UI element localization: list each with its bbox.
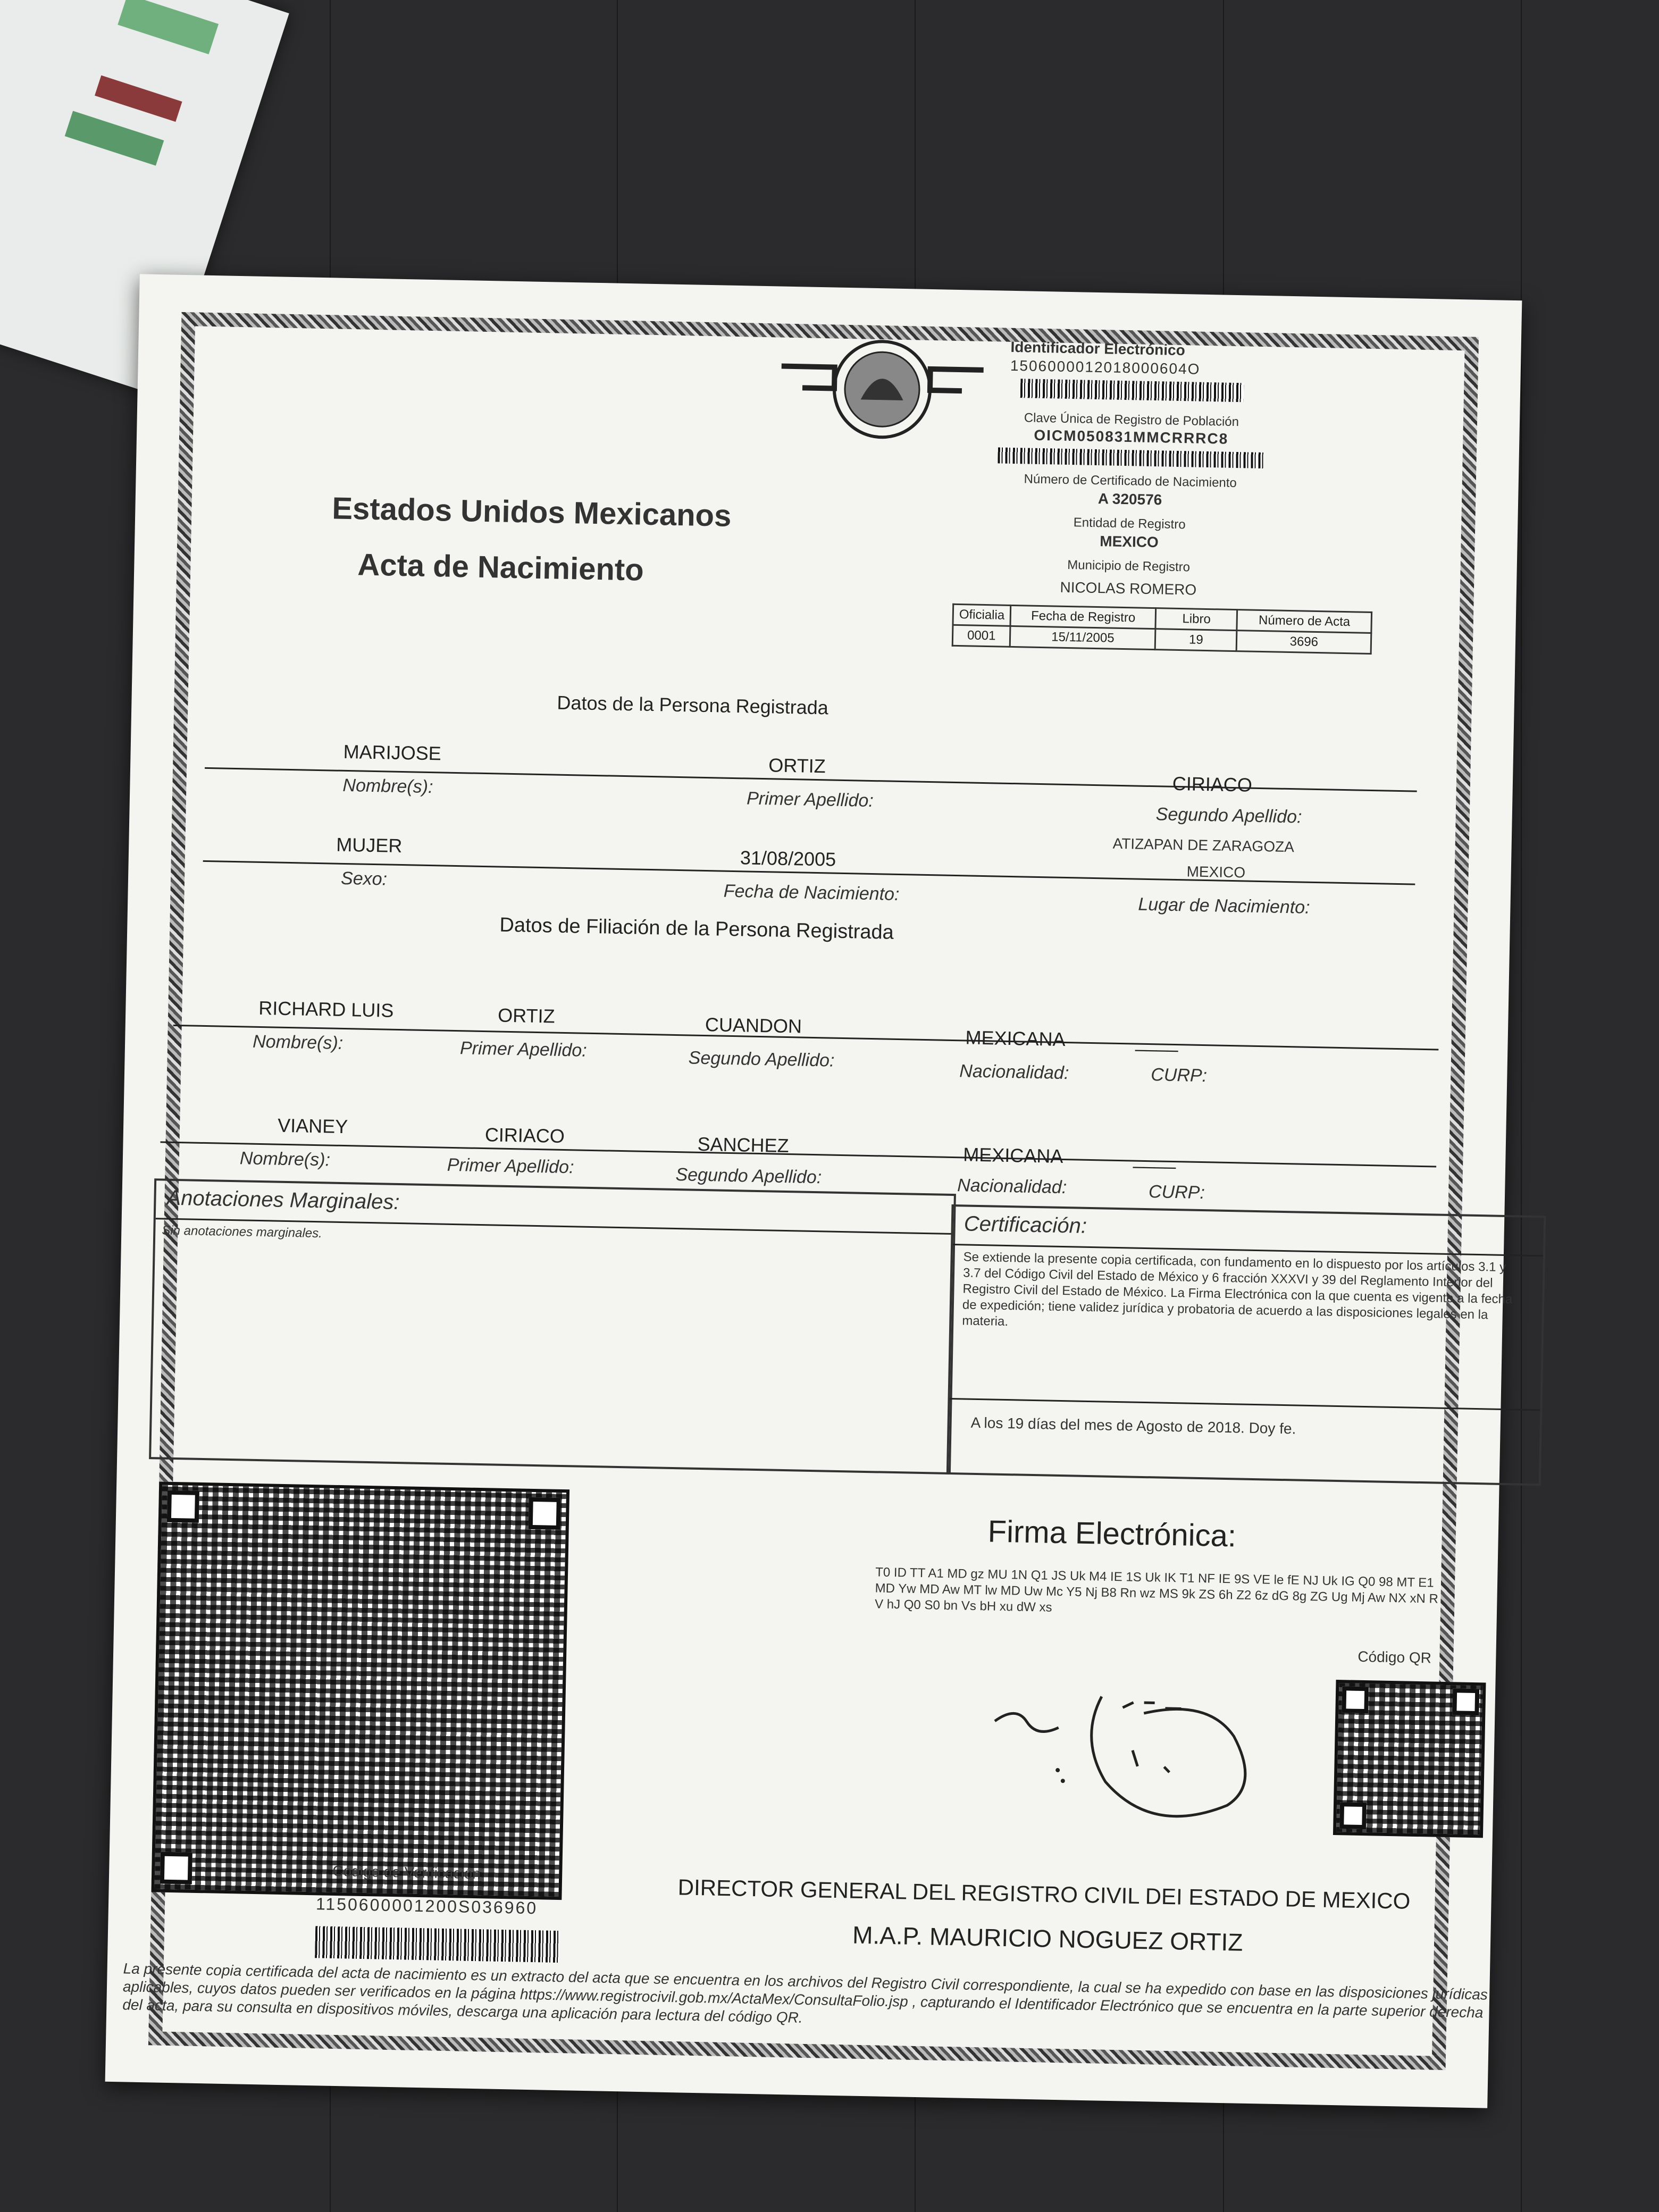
registry-entity-value: MEXICO	[1100, 533, 1159, 551]
registry-municipality-label: Municipio de Registro	[1067, 557, 1191, 575]
director-name: M.A.P. MAURICIO NOGUEZ ORTIZ	[852, 1921, 1243, 1956]
annotations-box	[149, 1178, 956, 1474]
sex-label: Sexo:	[340, 868, 388, 890]
curp-label: CURP:	[1150, 1065, 1208, 1086]
person-birth-date: 31/08/2005	[740, 847, 836, 870]
parent2-second-surname: SANCHEZ	[697, 1133, 790, 1157]
parent-first-surname-label: Primer Apellido:	[459, 1038, 588, 1061]
parent2-first-surname: CIRIACO	[484, 1124, 565, 1147]
parent2-name: VIANEY	[277, 1114, 348, 1138]
parent1-second-surname: CUANDON	[705, 1013, 802, 1037]
certification-title: Certificación:	[963, 1212, 1087, 1238]
curp-label: CURP:	[1148, 1182, 1205, 1203]
birth-place-line1: ATIZAPAN DE ZARAGOZA	[1112, 835, 1295, 856]
parent2-curp: ____	[1133, 1146, 1176, 1170]
certification-box	[946, 1204, 1546, 1486]
curp-value: OICM050831MMCRRRC8	[1034, 426, 1229, 447]
document-title: Acta de Nacimiento	[357, 547, 644, 588]
filiation-section-title: Datos de Filiación de la Persona Registrada	[499, 914, 894, 944]
national-seal-icon	[769, 334, 995, 445]
director-signature-icon	[982, 1673, 1304, 1849]
birth-date-label: Fecha de Nacimiento:	[723, 881, 900, 904]
parent-name-label: Nombre(s):	[252, 1031, 343, 1053]
table-cell: 19	[1155, 629, 1237, 651]
parent2-nationality: MEXICANA	[962, 1143, 1063, 1167]
birth-certificate	[105, 274, 1522, 2108]
parent1-first-surname: ORTIZ	[497, 1004, 555, 1027]
electronic-signature-hash: T0 ID TT A1 MD gz MU 1N Q1 JS Uk M4 IE 1S Uk IK T1 NF IE 9S VE le fE NJ Uk IG Q0 98 MT E1 MD Yw MD Aw MT lw MD Uw Mc Y5 Nj B8 Rn wz MS 9k ZS 6h Z2 6z dG 8g ZG Ug Mj Aw NX xN RV hJ Q0 S0 bn Vs bH xu dW xs	[874, 1565, 1439, 1615]
table-header: Oficialia	[953, 604, 1011, 626]
person-section-title: Datos de la Persona Registrada	[557, 691, 829, 719]
table-header: Número de Acta	[1237, 610, 1372, 633]
nationality-label: Nacionalidad:	[957, 1175, 1067, 1198]
birth-place-label: Lugar de Nacimiento:	[1138, 894, 1310, 918]
registry-table	[952, 604, 1373, 655]
divider	[950, 1398, 1540, 1411]
certificate-number-value: A 320576	[1097, 490, 1162, 508]
parent1-name: RICHARD LUIS	[258, 996, 394, 1021]
verification-code-label: Código de Verificación	[332, 1862, 481, 1882]
annotations-text: Sin anotaciones marginales.	[162, 1223, 323, 1241]
qr-code-label: Código QR	[1358, 1648, 1432, 1666]
table-header: Fecha de Registro	[1010, 605, 1156, 629]
name-label: Nombre(s):	[342, 775, 433, 798]
parent-first-surname-label: Primer Apellido:	[447, 1154, 574, 1178]
electronic-id-label: Identificador Electrónico	[1010, 338, 1186, 359]
parent-second-surname-label: Segundo Apellido:	[688, 1048, 835, 1071]
birth-place-line2: MEXICO	[1186, 863, 1246, 881]
second-surname-label: Segundo Apellido:	[1155, 804, 1302, 827]
certification-date: A los 19 días del mes de Agosto de 2018. Doy fe.	[970, 1414, 1296, 1437]
person-first-surname: ORTIZ	[768, 754, 826, 777]
verification-qr-code	[151, 1481, 569, 1900]
parent1-nationality: MEXICANA	[965, 1026, 1066, 1051]
registry-entity-label: Entidad de Registro	[1073, 515, 1186, 532]
parent-second-surname-label: Segundo Apellido:	[675, 1164, 822, 1188]
registry-municipality-value: NICOLAS ROMERO	[1060, 579, 1197, 598]
person-second-surname: CIRIACO	[1172, 772, 1253, 796]
first-surname-label: Primer Apellido:	[746, 788, 874, 811]
curp-label: Clave Única de Registro de Población	[1024, 410, 1239, 430]
electronic-signature-title: Firma Electrónica:	[987, 1514, 1237, 1554]
table-header: Libro	[1155, 608, 1237, 631]
nationality-label: Nacionalidad:	[959, 1061, 1069, 1084]
footer-legal-text: La presente copia certificada del acta de nacimiento es un extracto del acta que se encuentra en los archivos del Registro Civil correspondiente, la cual se ha expedido con base en las disposiciones jurídicas aplicables, cuyos datos pueden ser verificados en la página https://www.registrocivil.gob.mx/ActaMex/ConsultaFolio.jsp , capturando el Identificador Electrónico que se encuentra en la parte superior derecha del acta, para su consulta en dispositivos móviles, descarga una aplicación para lectura del código QR.	[122, 1960, 1488, 2026]
director-title: DIRECTOR GENERAL DEL REGISTRO CIVIL DEI ESTADO DE MEXICO	[677, 1874, 1411, 1914]
small-qr-code	[1333, 1680, 1486, 1838]
country-title: Estados Unidos Mexicanos	[331, 491, 732, 533]
annotations-title: Anotaciones Marginales:	[166, 1186, 400, 1214]
verification-code: 1150600001200S036960	[315, 1894, 538, 1918]
table-cell: 15/11/2005	[1010, 626, 1156, 649]
verification-barcode	[315, 1926, 560, 1963]
certificate-number-label: Número de Certificado de Nacimiento	[1024, 472, 1237, 491]
person-name: MARIJOSE	[343, 740, 442, 765]
table-cell: 3696	[1236, 631, 1371, 654]
parent-name-label: Nombre(s):	[239, 1148, 331, 1170]
table-cell: 0001	[952, 625, 1010, 647]
certification-text: Se extiende la presente copia certificada, con fundamento en lo dispuesto por los artículos 3.1 y 3.7 del Código Civil del Estado de México y 6 fracción XXXVI y 39 del Reglamento Interior del Registro Civil del Estado de México. La Firma Electrónica con la que cuenta es vigente a la fecha de expedición; tiene validez jurídica y probatoria de acuerdo a las disposiciones legales en la materia.	[962, 1250, 1513, 1329]
parent1-curp: ____	[1135, 1029, 1179, 1053]
electronic-id-value: 1506000012018000604O	[1010, 357, 1201, 378]
person-sex: MUJER	[336, 833, 403, 857]
